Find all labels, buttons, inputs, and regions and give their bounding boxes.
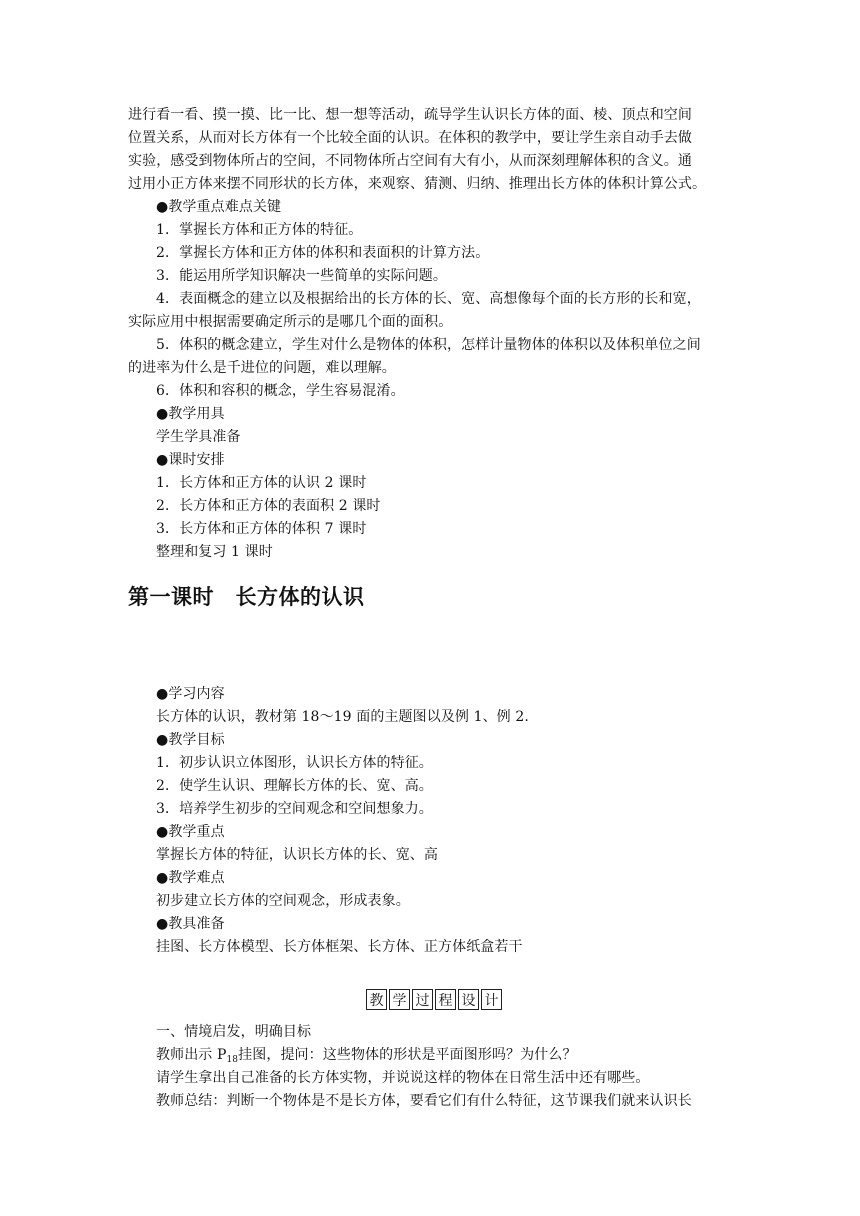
key-points-heading: ●教学重点难点关键 — [156, 199, 282, 215]
prep-heading: ●教具准备 — [156, 916, 225, 932]
goal-2: 2．使学生认识、理解长方体的长、宽、高。 — [156, 778, 433, 794]
focus-text: 掌握长方体的特征，认识长方体的长、宽、高 — [156, 847, 438, 863]
schedule-heading: ●课时安排 — [156, 452, 225, 468]
tools-heading: ●教学用具 — [156, 406, 225, 422]
process-text-1-pre: 教师出示 P — [156, 1047, 227, 1063]
key-point-5a: 5．体积的概念建立，学生对什么是物体的体积，怎样计量物体的体积以及体积单位之间 — [156, 337, 701, 353]
goal-heading: ●教学目标 — [156, 732, 225, 748]
design-box: 学 — [389, 989, 410, 1010]
page-subscript: 18 — [226, 1055, 239, 1065]
content-text: 长方体的认识，教材第 18～19 面的主题图以及例 1、例 2. — [156, 709, 529, 725]
process-text-2: 请学生拿出自己准备的长方体实物，并说说这样的物体在日常生活中还有哪些。 — [156, 1070, 650, 1086]
intro-line-2: 位置关系，从而对长方体有一个比较全面的认识。在体积的教学中，要让学生亲自动手去做 — [128, 130, 692, 146]
schedule-item-1: 1．长方体和正方体的认识 2 课时 — [156, 475, 367, 491]
intro-line-3: 实验，感受到物体所占的空间，不同物体所占空间有大有小，从而深刻理解体积的含义。通 — [128, 153, 692, 169]
key-point-3: 3．能运用所学知识解决一些简单的实际问题。 — [156, 268, 448, 284]
design-box: 设 — [458, 989, 479, 1010]
design-box: 过 — [412, 989, 433, 1010]
key-point-1: 1．掌握长方体和正方体的特征。 — [156, 222, 363, 238]
lesson-title: 第一课时 长方体的认识 — [128, 585, 365, 609]
key-point-5b: 的进率为什么是千进位的问题，难以理解。 — [128, 360, 396, 376]
key-point-4b: 实际应用中根据需要确定所示的是哪几个面的面积。 — [128, 314, 453, 330]
goal-1: 1．初步认识立体图形，认识长方体的特征。 — [156, 755, 433, 771]
key-point-6: 6．体积和容积的概念，学生容易混淆。 — [156, 383, 405, 399]
prep-text: 挂图、长方体模型、长方体框架、长方体、正方体纸盒若干 — [156, 939, 523, 955]
difficulty-heading: ●教学难点 — [156, 870, 225, 886]
tools-text: 学生学具准备 — [156, 429, 241, 445]
key-point-4a: 4．表面概念的建立以及根据给出的长方体的长、宽、高想像每个面的长方形的长和宽， — [156, 291, 701, 307]
focus-heading: ●教学重点 — [156, 824, 225, 840]
key-point-2: 2．掌握长方体和正方体的体积和表面积的计算方法。 — [156, 245, 490, 261]
difficulty-text: 初步建立长方体的空间观念，形成表象。 — [156, 893, 410, 909]
design-box: 计 — [481, 989, 502, 1010]
schedule-item-4: 整理和复习 1 课时 — [156, 544, 273, 560]
goal-3: 3．培养学生初步的空间观念和空间想象力。 — [156, 801, 433, 817]
design-box: 教 — [366, 989, 387, 1010]
process-text-1-post: 挂图，提问：这些物体的形状是平面图形吗？为什么？ — [238, 1047, 577, 1063]
intro-line-1: 进行看一看、摸一摸、比一比、想一想等活动，疏导学生认识长方体的面、棱、顶点和空间 — [128, 107, 692, 123]
design-box: 程 — [435, 989, 456, 1010]
process-text-3: 教师总结：判断一个物体是不是长方体，要看它们有什么特征，这节课我们就来认识长 — [156, 1093, 692, 1109]
schedule-item-3: 3．长方体和正方体的体积 7 课时 — [156, 521, 367, 537]
content-heading: ●学习内容 — [156, 686, 225, 702]
intro-line-4: 过用小正方体来摆不同形状的长方体，来观察、猜测、归纳、推理出长方体的体积计算公式。 — [128, 176, 707, 192]
design-heading-boxes — [366, 989, 502, 1010]
schedule-item-2: 2．长方体和正方体的表面积 2 课时 — [156, 498, 381, 514]
process-heading-1: 一、情境启发，明确目标 — [156, 1024, 312, 1040]
